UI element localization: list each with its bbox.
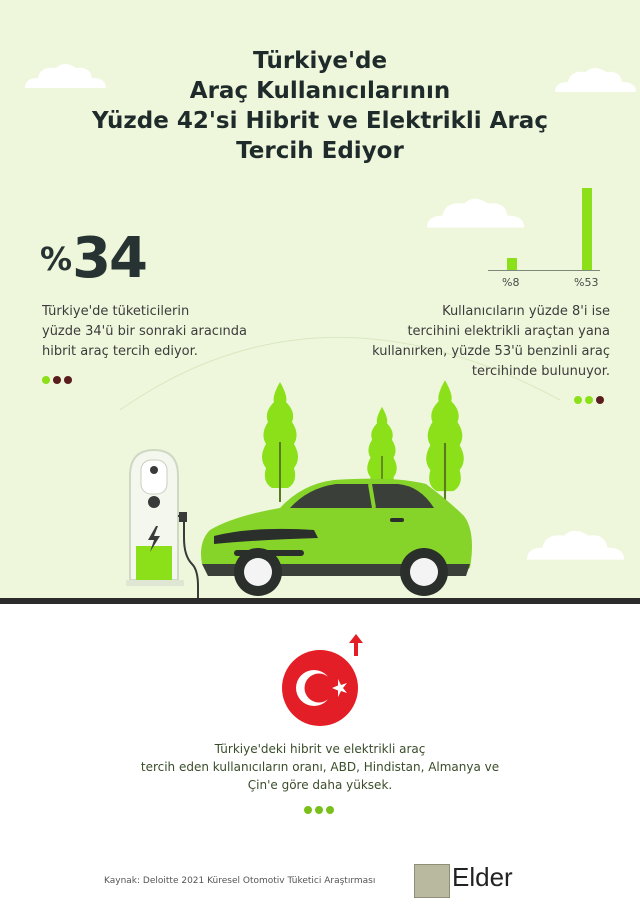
bottom-stat-text: Türkiye'deki hibrit ve elektrikli araç tercih eden kullanıcıların oranı, ABD, Hindistan, Almanya ve Çin'e göre daha yüksek. — [140, 742, 500, 792]
car-icon — [194, 472, 478, 600]
bar-label-8: %8 — [502, 276, 520, 289]
up-arrow-icon — [348, 634, 364, 656]
bar-label-53: %53 — [574, 276, 599, 289]
road-line — [0, 598, 640, 604]
cloud-icon — [520, 526, 630, 562]
turkey-flag-icon — [280, 648, 360, 728]
big-percent-34 — [40, 226, 146, 291]
left-stat-text: Türkiye'de tüketicilerin yüzde 34'ü bir sonraki aracında hibrit araç tercih ediyor. — [42, 304, 248, 359]
brand-logo-icon — [414, 864, 450, 898]
page-title: Türkiye'de Araç Kullanıcılarının Yüzde 42'si Hibrit ve Elektrikli Araç Tercih Ediyor — [92, 48, 548, 164]
right-stat-text: Kullanıcıların yüzde 8'i ise tercihini elektrikli araçtan yana kullanırken, yüzde 53'ü benzinli araç tercihinde bulunuyor. — [372, 304, 610, 379]
bar-axis — [488, 270, 600, 271]
decorative-dots — [304, 806, 334, 814]
percent-number: 34 — [72, 226, 146, 291]
source-citation: Kaynak: Deloitte 2021 Küresel Otomotiv Tüketici Araştırması — [104, 876, 376, 886]
bar-electric — [507, 258, 517, 270]
charging-station-icon — [124, 446, 204, 598]
brand-name: Elder — [452, 862, 513, 892]
bar-petrol — [582, 188, 592, 270]
percent-sign: % — [40, 240, 73, 278]
decorative-dots — [42, 376, 72, 384]
decorative-dots — [574, 396, 604, 404]
cloud-icon — [420, 194, 530, 230]
